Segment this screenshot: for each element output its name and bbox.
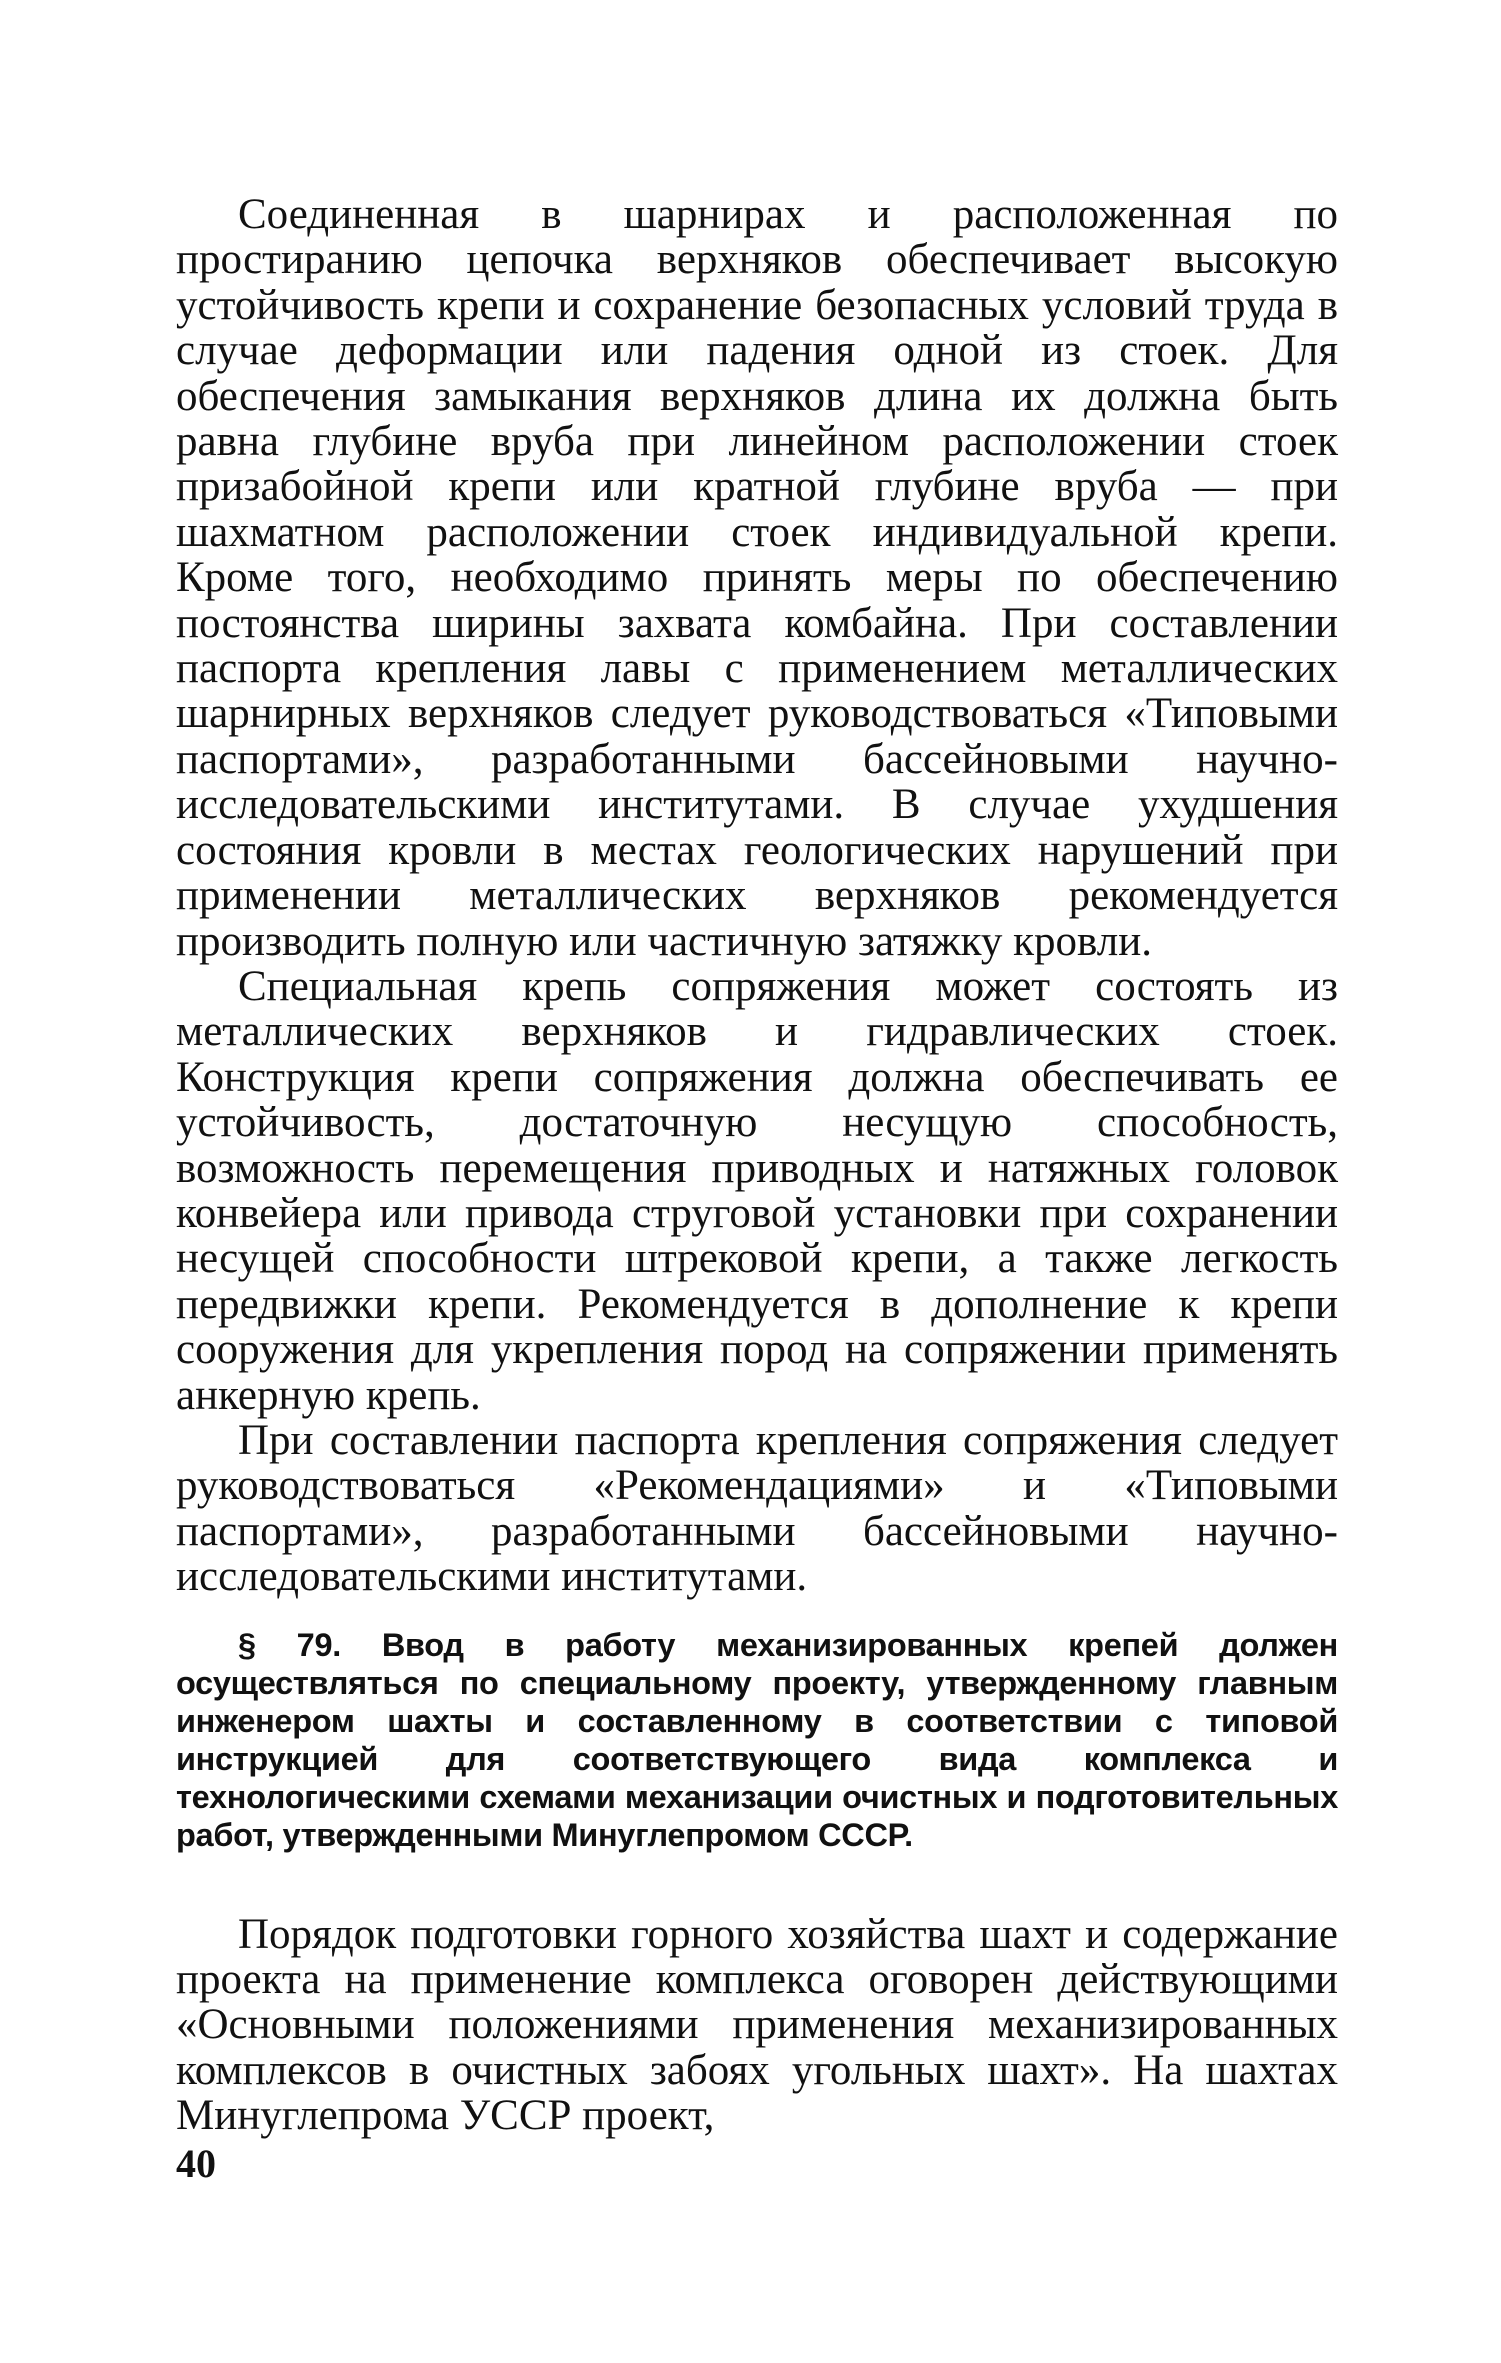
paragraph-hinged-canopies: Соединенная в шарнирах и расположенная по простиранию цепочка верхняков обеспечивает высокую устойчивость крепи и сохранение безопасных условий труда в случае деформации или падения одной из стоек. Для обеспечения замыкания верхняков длина их должна быть равна глубине вруба при линейном расположении стоек призабойной крепи или кратной глубине вруба — при шахматном расположении стоек индивидуальной крепи. Кроме того, необходимо принять меры по обеспечению постоянства ширины захвата комбайна. При составлении паспорта крепления лавы с применением металлических шарнирных верхняков следует руководствоваться «Типовыми паспортами», разработанными бассейновыми научно-исследовательскими институтами. В случае ухудшения состояния кровли в местах геологических нарушений при применении металлических верхняков рекомендуется производить полную или частичную затяжку кровли. bbox=[176, 191, 1338, 965]
page-number: 40 bbox=[176, 2141, 216, 2186]
section-79-note: § 79. Ввод в работу механизированных крепей должен осуществляться по специальному проекту, утвержденному главным инженером шахты и составленному в соответствии с типовой инструкцией для соответствующего вида комплекса и технологическими схемами механизации очистных и подготовительных работ, утвержденными Минуглепромом СССР. bbox=[176, 1626, 1338, 1853]
paragraph-preparation-procedure: Порядок подготовки горного хозяйства шахт и содержание проекта на применение комплекса оговорен действующими «Основными положениями применения механизированных комплексов в очистных забоях угольных шахт». На шахтах Минуглепрома УССР проект, bbox=[176, 1910, 1338, 2140]
paragraph-junction-support: Специальная крепь сопряжения может состоять из металлических верхняков и гидравлических стоек. Конструкция крепи сопряжения должна обеспечивать ее устойчивость, достаточную несущую способность, возможность перемещения приводных и натяжных головок конвейера или привода струговой установки при сохранении несущей способности штрековой крепи, а также легкость передвижки крепи. Рекомендуется в дополнение к крепи сооружения для укрепления пород на сопряжении применять анкерную крепь. bbox=[176, 962, 1338, 1419]
paragraph-junction-passport: При составлении паспорта крепления сопряжения следует руководствоваться «Рекомендациями» и «Типовыми паспортами», разработанными бассейновыми научно-исследовательскими институтами. bbox=[176, 1416, 1338, 1601]
text-column bbox=[176, 192, 1338, 2139]
